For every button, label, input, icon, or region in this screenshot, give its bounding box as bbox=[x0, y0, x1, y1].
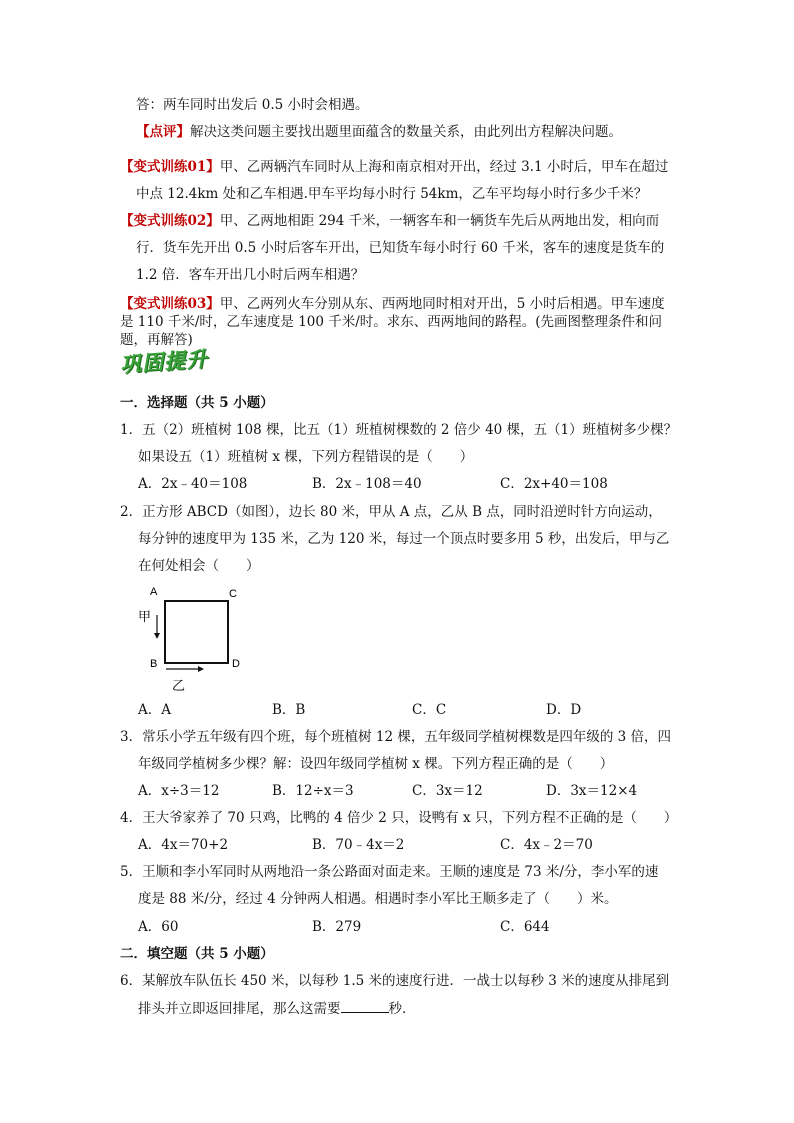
drill-text: 题，再解答) bbox=[120, 332, 193, 348]
option-d[interactable]: D．D bbox=[546, 702, 582, 718]
option-a[interactable]: A．A bbox=[138, 702, 171, 718]
question-5-line2: 度是 88 米/分，经过 4 分钟两人相遇。相遇时李小军比王顺多走了（ ）米。 bbox=[138, 891, 618, 907]
label-jia: 甲 bbox=[138, 610, 152, 625]
drill-01 bbox=[120, 158, 668, 176]
drill-text: 甲、乙两辆汽车同时从上海和南京相对开出，经过 3.1 小时后，甲车在超过 bbox=[219, 159, 669, 175]
drill-tag: 【变式训练01】 bbox=[120, 159, 220, 175]
question-2-line3: 在何处相会（ ） bbox=[138, 558, 260, 574]
option-c[interactable]: C．4x﹣2＝70 bbox=[500, 837, 593, 853]
question-3: 3．常乐小学五年级有四个班，每个班植树 12 棵，五年级同学植树棵数是四年级的 3 倍，四 bbox=[120, 729, 672, 745]
option-a[interactable]: A．2x﹣40＝108 bbox=[138, 476, 248, 492]
label-a: A bbox=[150, 586, 158, 598]
option-a[interactable]: A．x÷3＝12 bbox=[138, 783, 220, 799]
drill-text: 甲、乙两列火车分别从东、西两地同时相对开出，5 小时后相遇。甲车速度 bbox=[219, 296, 665, 312]
option-b[interactable]: B．279 bbox=[312, 919, 362, 935]
option-b[interactable]: B．2x﹣108＝40 bbox=[312, 476, 422, 492]
option-b[interactable]: B．12÷x＝3 bbox=[272, 783, 354, 799]
label-b: B bbox=[150, 658, 158, 670]
option-b[interactable]: B．70﹣4x＝2 bbox=[312, 837, 405, 853]
option-c[interactable]: C．2x+40＝108 bbox=[500, 476, 608, 492]
question-4: 4．王大爷家养了 70 只鸡，比鸭的 4 倍少 2 只，设鸭有 x 只，下列方程不正确的是（ ） bbox=[120, 810, 678, 826]
section-banner: 巩固提升 bbox=[119, 346, 209, 378]
square-figure bbox=[136, 585, 256, 697]
drill-tag: 【变式训练02】 bbox=[120, 213, 220, 229]
question-6: 6．某解放车队伍长 450 米，以每秒 1.5 米的速度行进．一战士以每秒 3 米的速度从排尾到 bbox=[120, 973, 670, 989]
label-c: C bbox=[229, 588, 237, 600]
drill-text: 是 110 千米/时，乙车速度是 100 千米/时。求东、西两地间的路程。(先画图整理条件和问 bbox=[120, 314, 663, 330]
comment-tag: 【点评】 bbox=[136, 124, 190, 140]
section-heading: 一．选择题（共 5 小题） bbox=[120, 395, 274, 411]
section-heading: 二．填空题（共 5 小题） bbox=[120, 946, 274, 962]
option-a[interactable]: A．60 bbox=[138, 919, 179, 935]
drill-text: 行．货车先开出 0.5 小时后客车开出，已知货车每小时行 60 千米，客车的速度是货车的 bbox=[136, 240, 665, 256]
comment-text: 解决这类问题主要找出题里面蕴含的数量关系，由此列出方程解决问题。 bbox=[190, 124, 622, 140]
option-d[interactable]: D．3x＝12×4 bbox=[546, 783, 638, 799]
square-abcd bbox=[165, 601, 228, 663]
option-b[interactable]: B．B bbox=[272, 702, 306, 718]
question-5: 5．王顺和李小军同时从两地沿一条公路面对面走来。王顺的速度是 73 米/分，李小军的速 bbox=[120, 864, 659, 880]
label-yi: 乙 bbox=[172, 679, 186, 694]
jia-arrow-head bbox=[154, 633, 160, 639]
question-2: 2．正方形 ABCD（如图），边长 80 米，甲从 A 点，乙从 B 点，同时沿逆时针方向运动， bbox=[120, 504, 662, 520]
label-d: D bbox=[232, 658, 240, 670]
drill-text: 中点 12.4km 处和乙车相遇.甲车平均每小时行 54km，乙车平均每小时行多少千米？ bbox=[136, 186, 648, 202]
answer-text: 答：两车同时出发后 0.5 小时会相遇。 bbox=[136, 97, 369, 113]
comment bbox=[136, 123, 622, 141]
drill-02 bbox=[120, 212, 659, 230]
question-3-line2: 年级同学植树多少棵？解：设四年级同学植树 x 棵。下列方程正确的是（ ） bbox=[138, 756, 614, 772]
option-c[interactable]: C．C bbox=[412, 702, 447, 718]
yi-arrow-head bbox=[198, 666, 204, 672]
question-1: 1．五（2）班植树 108 棵，比五（1）班植树棵数的 2 倍少 40 棵，五（1）班植树多少棵？ bbox=[120, 422, 678, 438]
drill-03 bbox=[120, 295, 665, 313]
answer-blank[interactable] bbox=[341, 999, 389, 1013]
drill-text: 甲、乙两地相距 294 千米，一辆客车和一辆货车先后从两地出发，相向而 bbox=[219, 213, 660, 229]
option-c[interactable]: C．3x＝12 bbox=[412, 783, 483, 799]
drill-tag: 【变式训练03】 bbox=[120, 296, 220, 312]
option-a[interactable]: A．4x＝70+2 bbox=[138, 837, 229, 853]
option-c[interactable]: C．644 bbox=[500, 919, 550, 935]
question-6-line2 bbox=[138, 999, 416, 1018]
question-6-text: 排头并立即返回排尾，那么这需要 bbox=[138, 1001, 341, 1017]
question-1-line2: 如果设五（1）班植树 x 棵，下列方程错误的是（ ） bbox=[138, 449, 474, 465]
question-6-unit: 秒． bbox=[388, 1001, 416, 1017]
drill-text: 1.2 倍．客车开出几小时后两车相遇？ bbox=[136, 267, 365, 283]
question-2-line2: 每分钟的速度甲为 135 米，乙为 120 米，每过一个顶点时要多用 5 秒，出发后，甲与乙 bbox=[138, 531, 670, 547]
